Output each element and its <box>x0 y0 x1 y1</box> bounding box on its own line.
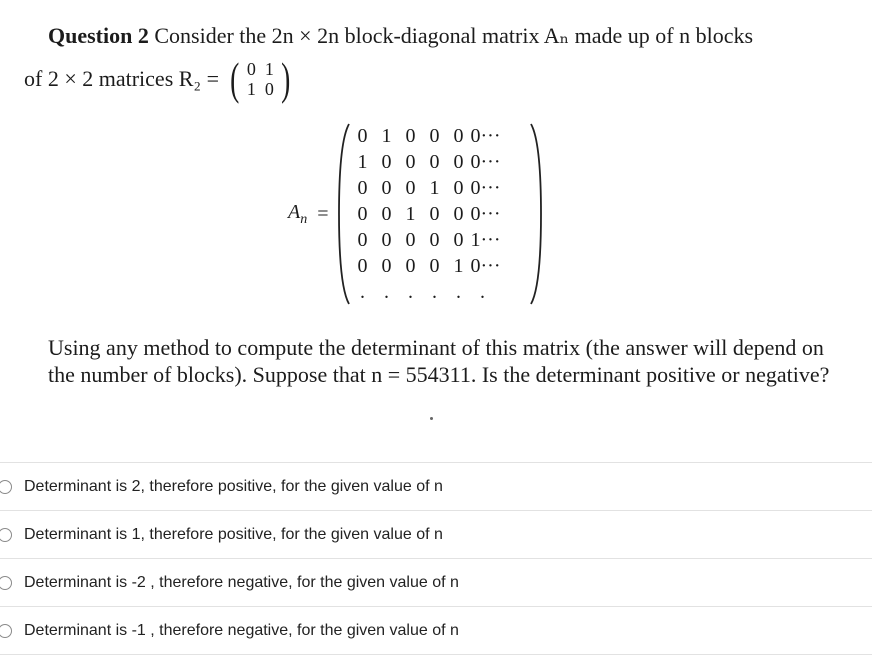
matrix-cell: 0 <box>357 125 368 147</box>
an-label: $A_n$ <box>288 200 308 227</box>
stem-text-2: of 2 × 2 matrices R₂ = <box>24 66 220 91</box>
matrix-cell: 0 <box>453 151 464 173</box>
right-bracket <box>529 122 543 306</box>
r2-matrix <box>227 53 294 104</box>
matrix-cell: 0 <box>405 177 416 199</box>
matrix-cell-empty <box>495 201 529 227</box>
matrix-cell: 0 <box>357 203 368 225</box>
option-2[interactable] <box>0 510 872 558</box>
stem-text-1: Consider the 2n × 2n block-diagonal matrix Aₙ made up of n blocks <box>154 23 754 48</box>
option-label: Determinant is -1 , therefore negative, for the given value of n <box>24 621 459 639</box>
matrix-cell: 0 <box>429 203 440 225</box>
question-body <box>24 334 844 388</box>
matrix-cell-empty <box>495 175 529 201</box>
question-number: Question 2 <box>48 23 149 48</box>
matrix-cell-empty <box>495 149 529 175</box>
stem-line-2 <box>24 53 844 104</box>
matrix-cell: 0 <box>405 255 416 277</box>
left-paren: ( <box>230 53 240 104</box>
matrix-cell: 0 <box>429 125 440 147</box>
matrix-cell: 1··· <box>470 229 501 251</box>
option-1[interactable] <box>0 462 872 510</box>
matrix-cell-empty <box>495 227 529 253</box>
matrix-cell: 0 <box>381 229 392 251</box>
matrix-cell: 0 <box>453 125 464 147</box>
option-label: Determinant is 1, therefore positive, for the given value of n <box>24 525 443 543</box>
matrix-cell: 1 <box>381 125 392 147</box>
matrix-cell: 0 <box>381 151 392 173</box>
matrix-cell: 1 <box>429 177 440 199</box>
matrix-cell: . <box>384 281 389 303</box>
matrix-cell: 1 <box>453 255 464 277</box>
option-3[interactable] <box>0 558 872 606</box>
body-paragraph: Using any method to compute the determinant of this matrix (the answer will depend on the number of blocks). Suppose that n = 554311. Is the determinant positive or negative? <box>48 335 830 387</box>
matrix-cell: 0 <box>381 203 392 225</box>
an-matrix-display <box>288 122 543 306</box>
stray-dot <box>430 417 433 420</box>
equals-sign: = <box>317 202 329 225</box>
matrix-cell: 0 <box>405 229 416 251</box>
matrix-cell: 0 <box>357 177 368 199</box>
matrix-cell: . <box>360 281 365 303</box>
r2-cell: 1 <box>246 79 256 99</box>
matrix-cell: 0 <box>357 229 368 251</box>
matrix-cell: 0 <box>381 177 392 199</box>
stem-line-1 <box>24 22 844 50</box>
matrix-cell: 0 <box>357 255 368 277</box>
matrix-cell: 1 <box>357 151 368 173</box>
matrix-cell: 0 <box>429 255 440 277</box>
an-matrix-grid <box>351 123 529 305</box>
matrix-cell: 0 <box>405 125 416 147</box>
question-stem <box>24 22 844 102</box>
r2-cell: 1 <box>264 59 274 79</box>
matrix-cell: 0··· <box>470 255 501 277</box>
matrix-cell: . <box>480 281 485 303</box>
matrix-cell: 0 <box>381 255 392 277</box>
matrix-cell: . <box>456 281 461 303</box>
option-label: Determinant is 2, therefore positive, for the given value of n <box>24 477 443 495</box>
radio-button[interactable] <box>0 624 12 638</box>
right-paren: ) <box>281 53 291 104</box>
matrix-cell: 0··· <box>470 177 501 199</box>
matrix-cell: . <box>408 281 413 303</box>
matrix-cell: 0 <box>405 151 416 173</box>
r2-cell: 0 <box>264 79 274 99</box>
matrix-cell-empty <box>495 123 529 149</box>
matrix-cell: 0 <box>453 203 464 225</box>
left-bracket <box>337 122 351 306</box>
matrix-cell: 0··· <box>470 125 501 147</box>
answer-options <box>0 462 872 655</box>
matrix-cell-empty <box>495 253 529 279</box>
radio-button[interactable] <box>0 576 12 590</box>
matrix-cell: . <box>432 281 437 303</box>
matrix-cell-empty <box>495 279 529 305</box>
matrix-cell: 0 <box>453 229 464 251</box>
radio-button[interactable] <box>0 480 12 494</box>
matrix-cell: 0 <box>429 229 440 251</box>
radio-button[interactable] <box>0 528 12 542</box>
matrix-cell: 1 <box>405 203 416 225</box>
matrix-cell: 0··· <box>470 151 501 173</box>
matrix-cell: 0 <box>429 151 440 173</box>
r2-cell: 0 <box>246 59 256 79</box>
option-label: Determinant is -2 , therefore negative, for the given value of n <box>24 573 459 591</box>
matrix-cell: 0 <box>453 177 464 199</box>
matrix-cell: 0··· <box>470 203 501 225</box>
